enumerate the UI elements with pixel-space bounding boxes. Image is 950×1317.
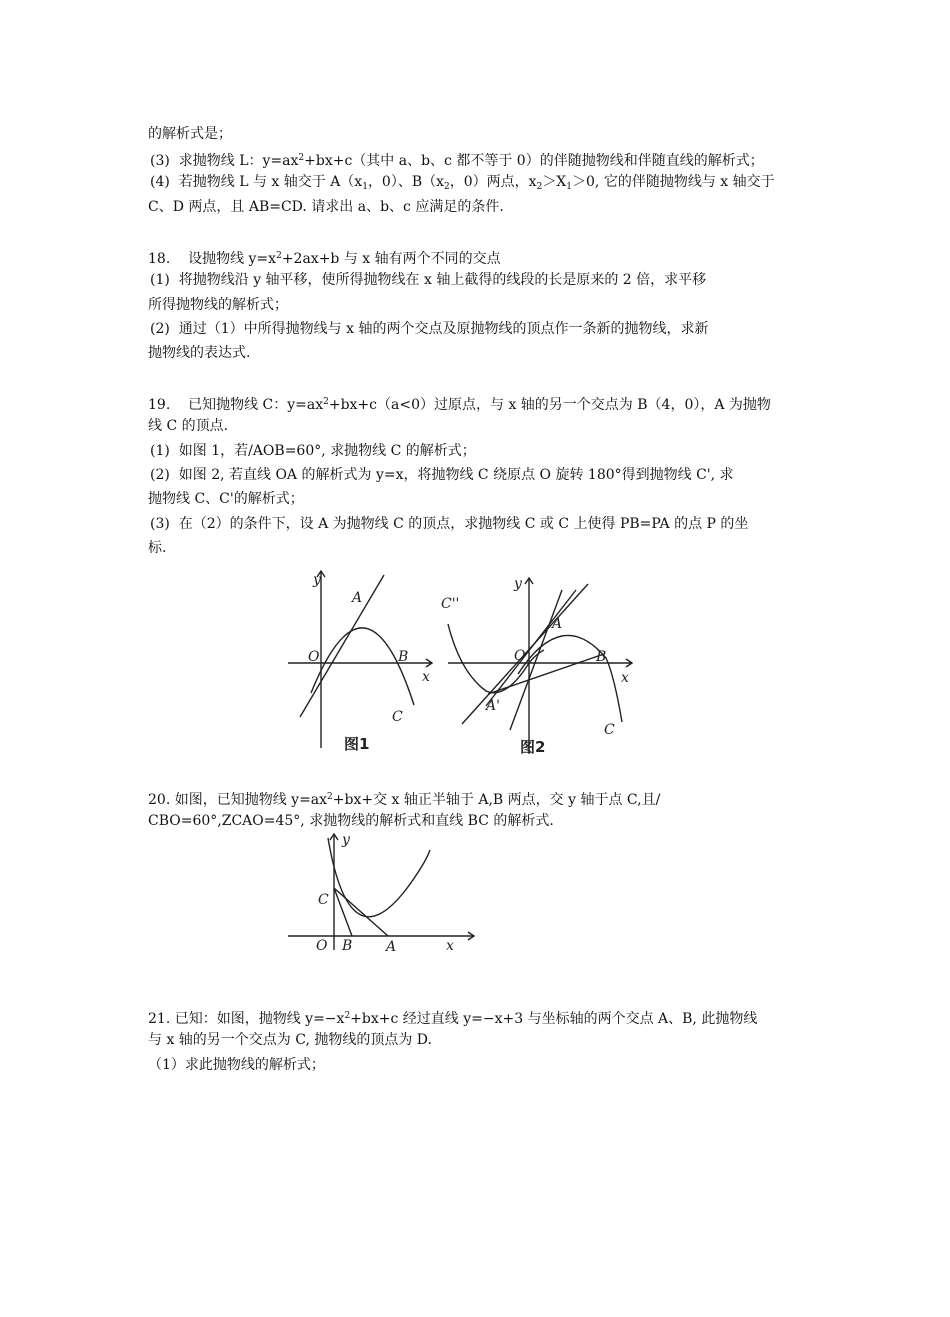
fig2-caption: 图2 xyxy=(520,738,546,756)
q17-part3: (3) 求抛物线 L：$y=ax^2+bx+c$（其中 a、b、c 都不等于 0）的伴随抛物线和伴随直线的解析式； xyxy=(150,153,764,169)
q20-label-o: O xyxy=(316,938,328,954)
fig1-label-y: y xyxy=(313,572,321,588)
q20-figure xyxy=(284,830,484,955)
fig2-label-x: x xyxy=(621,670,629,686)
q19-stem: 19. 已知抛物线 C：$y=ax^2+bx+c(a<0)$过原点，与 x 轴的另一个交点为 B（4，0），A 为抛物 xyxy=(148,397,771,413)
q17-continuation: 的解析式是； xyxy=(148,126,232,142)
line-a-prime-b xyxy=(488,654,604,694)
fig1-label-b: B xyxy=(398,649,409,665)
q19-figure-2 xyxy=(436,570,636,760)
q20-label-a: A xyxy=(386,939,397,955)
fig2-label-a: A xyxy=(552,616,563,632)
line-oa xyxy=(300,575,384,717)
fig1-caption: 图1 xyxy=(344,735,370,753)
q21-stem: 21. 已知：如图，抛物线 $y=-x^2+bx+c$ 经过直线 y=−x+3 与坐标轴的两个交点 A、B, 此抛物线 xyxy=(148,1011,758,1027)
fig2-label-c-prime: C'' xyxy=(441,596,460,612)
fig2-label-c: C xyxy=(604,722,615,738)
q17-part4: (4) 若抛物线 L 与 x 轴交于 $A(x_1$，0）、$B(x_2$，0）两点，$x_2>X_1>0$, 它的伴随抛物线与 x 轴交于 xyxy=(150,174,775,192)
fig2-label-a-prime: A' xyxy=(486,698,500,714)
fig1-label-o: O xyxy=(308,649,320,665)
line-ca xyxy=(334,888,388,936)
q20-label-y: y xyxy=(342,832,350,848)
q20-label-c: C xyxy=(318,892,329,908)
q19-part1: (1) 如图 1，若/AOB=60°, 求抛物线 C 的解析式； xyxy=(150,443,476,459)
fig1-label-x: x xyxy=(422,669,430,685)
fig2-label-b: B xyxy=(596,649,607,665)
q19-stem-line2: 线 C 的顶点. xyxy=(148,418,229,434)
q20-label-x: x xyxy=(446,938,454,954)
parabola xyxy=(328,838,430,917)
q19-figure-1 xyxy=(284,565,444,760)
q21-stem-line2: 与 x 轴的另一个交点为 C, 抛物线的顶点为 D. xyxy=(148,1032,432,1048)
q18-part1: (1) 将抛物线沿 y 轴平移，使所得抛物线在 x 轴上截得的线段的长是原来的 2 倍，求平移 xyxy=(150,272,707,288)
q21-part1: （1）求此抛物线的解析式； xyxy=(148,1057,325,1073)
fig2-label-y: y xyxy=(514,576,522,592)
q18-part2-line2: 抛物线的表达式. xyxy=(148,345,251,361)
q19-part2-line2: 抛物线 C、C'的解析式； xyxy=(148,491,304,507)
q18-stem: 18. 设抛物线 $y=x^2+2ax+b$ 与 x 轴有两个不同的交点 xyxy=(148,251,501,267)
q17-part4-line2: C、D 两点，且 AB=CD. 请求出 a、b、c 应满足的条件. xyxy=(148,199,504,215)
fig1-label-a: A xyxy=(352,590,363,606)
q19-part3: (3) 在（2）的条件下，设 A 为抛物线 C 的顶点，求抛物线 C 或 C 上使得 PB=PA 的点 P 的坐 xyxy=(150,516,749,532)
q19-part3-line2: 标. xyxy=(148,540,167,556)
q20-stem: 20. 如图，已知抛物线 $y=ax^2+bx+$交 x 轴正半轴于 A,B 两点，交 y 轴于点 C,且/ xyxy=(148,792,661,808)
line-2 xyxy=(486,590,576,706)
fig1-label-c: C xyxy=(392,709,403,725)
q18-part1-line2: 所得抛物线的解析式； xyxy=(148,297,288,313)
q19-part2: (2) 如图 2, 若直线 OA 的解析式为 y=x，将抛物线 C 绕原点 O 旋转 180°得到抛物线 C', 求 xyxy=(150,467,734,483)
parabola-c xyxy=(311,628,414,705)
q18-part2: (2) 通过（1）中所得抛物线与 x 轴的两个交点及原抛物线的顶点作一条新的抛物线，求新 xyxy=(150,321,709,337)
q20-label-b: B xyxy=(342,938,353,954)
fig2-label-o: O xyxy=(514,648,526,664)
q20-stem-line2: CBO=60°,ZCAO=45°, 求抛物线的解析式和直线 BC 的解析式. xyxy=(148,813,554,829)
